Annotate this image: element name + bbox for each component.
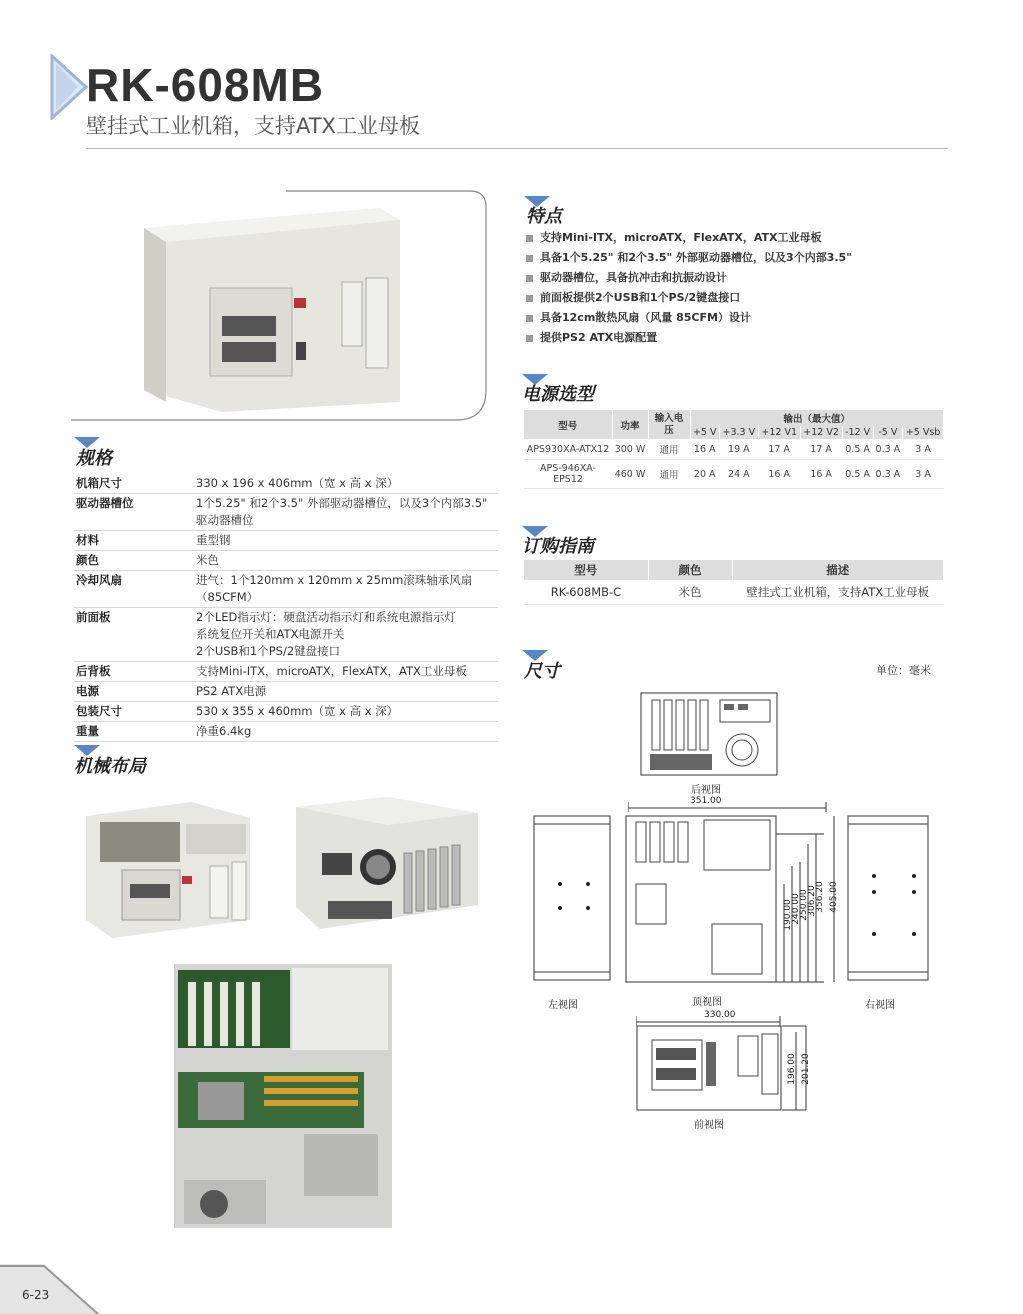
spec-row — [74, 682, 498, 702]
dim-line-351 — [628, 798, 828, 812]
spec-key: 前面板 — [76, 610, 111, 624]
spec-value-line: 米色 — [196, 553, 219, 567]
spec-row — [74, 474, 498, 494]
features-heading: 特点 — [526, 206, 562, 227]
spec-table — [74, 474, 498, 742]
feature-item: 具备1个5.25" 和2个3.5" 外部驱动器槽位，以及3个内部3.5" — [526, 248, 852, 268]
spec-value-line: 330 x 196 x 406mm（宽 x 高 x 深） — [196, 476, 399, 490]
power-rail-header: -12 V — [842, 426, 873, 439]
spec-key: 颜色 — [76, 553, 99, 567]
spec-row — [74, 531, 498, 551]
power-rail-header: -5 V — [873, 426, 903, 439]
order-desc: 壁挂式工业机箱，支持ATX工业母板 — [732, 580, 944, 605]
footer-corner — [0, 1264, 110, 1314]
right-view-label: 右视图 — [865, 1000, 895, 1011]
power-rail-header: +12 V1 — [758, 426, 800, 439]
order-col-desc: 描述 — [732, 560, 944, 580]
header-arrow-icon — [44, 54, 90, 120]
top-view-label: 顶视图 — [692, 997, 722, 1008]
power-cell-value: 3 A — [903, 460, 944, 489]
power-col-watt: 功率 — [612, 410, 648, 439]
spec-value-line: 进气：1个120mm x 120mm x 25mm滚珠轴承风扇（85CFM） — [196, 573, 473, 604]
rear-view-label: 后视图 — [691, 785, 721, 796]
feature-item: 前面板提供2个USB和1个PS/2键盘接口 — [526, 288, 852, 308]
power-cell-value: 17 A — [800, 439, 842, 460]
power-cell-value: 17 A — [758, 439, 800, 460]
spec-value-line: 系统复位开关和ATX电源开关 — [196, 627, 345, 641]
spec-row — [74, 702, 498, 722]
spec-value — [194, 494, 498, 531]
power-cell-value: 0.3 A — [873, 439, 903, 460]
power-cell-watt: 300 W — [612, 439, 648, 460]
page-title: RK-608MB — [86, 59, 325, 111]
power-cell-input: 通用 — [648, 460, 690, 489]
order-col-color: 颜色 — [648, 560, 732, 580]
dim-405: 405.00 — [828, 881, 839, 913]
spec-row — [74, 551, 498, 571]
dim-190: 190.00 — [782, 899, 793, 931]
features-list — [526, 228, 852, 348]
feature-item: 支持Mini-ITX，microATX，FlexATX，ATX工业母板 — [526, 228, 852, 248]
dim-306: 306.20 — [806, 885, 817, 917]
order-col-model: 型号 — [524, 560, 648, 580]
power-cell-model: APS930XA-ATX12 — [524, 439, 612, 460]
spec-value — [194, 682, 498, 702]
spec-value-line: 1个5.25" 和2个3.5" 外部驱动器槽位，以及3个内部3.5" — [196, 496, 488, 510]
power-cell-value: 16 A — [690, 439, 719, 460]
left-view-label: 左视图 — [548, 1000, 578, 1011]
power-rail-header: +5 Vsb — [903, 426, 944, 439]
power-cell-input: 通用 — [648, 439, 690, 460]
order-model: RK-608MB-C — [524, 580, 648, 605]
dim-201: 201.20 — [800, 1053, 811, 1085]
power-cell-value: 24 A — [719, 460, 758, 489]
power-heading: 电源选型 — [522, 384, 594, 405]
dim-250: 250.00 — [798, 889, 809, 921]
dim-196: 196.00 — [786, 1053, 797, 1085]
power-col-output: 输出（最大值） — [690, 410, 944, 426]
spec-value-line: 支持Mini-ITX，microATX，FlexATX，ATX工业母板 — [196, 664, 467, 678]
spec-value — [194, 722, 498, 742]
rear-photo — [292, 797, 482, 937]
spec-value-line: 驱动器槽位 — [196, 513, 254, 527]
spec-value — [194, 551, 498, 571]
power-rail-header: +5 V — [690, 426, 719, 439]
dims-unit: 单位：毫米 — [876, 664, 931, 677]
page-number: 6-23 — [22, 1288, 50, 1302]
order-color: 米色 — [648, 580, 732, 605]
spec-heading: 规格 — [76, 448, 112, 469]
spec-row — [74, 571, 498, 608]
product-photo — [70, 190, 488, 424]
dim-330: 330.00 — [704, 1010, 736, 1020]
dim-240: 240.00 — [790, 893, 801, 925]
front-view-label: 前视图 — [694, 1120, 724, 1131]
feature-item: 具备12cm散热风扇（风量 85CFM）设计 — [526, 308, 852, 328]
spec-value — [194, 474, 498, 494]
power-row — [524, 439, 944, 460]
power-cell-value: 3 A — [903, 439, 944, 460]
spec-value-line: PS2 ATX电源 — [196, 684, 267, 698]
header-divider — [86, 148, 948, 149]
spec-key: 冷却风扇 — [76, 573, 122, 587]
spec-key: 驱动器槽位 — [76, 496, 134, 510]
spec-key: 材料 — [76, 533, 99, 547]
dim-351: 351.00 — [690, 796, 722, 806]
spec-value-line: 净重6.4kg — [196, 724, 252, 738]
spec-value — [194, 571, 498, 608]
spec-value-line: 2个LED指示灯：硬盘活动指示灯和系统电源指示灯 — [196, 610, 456, 624]
spec-value-line: 2个USB和1个PS/2键盘接口 — [196, 644, 341, 658]
dim-356: 356.20 — [814, 881, 825, 913]
spec-row — [74, 722, 498, 742]
spec-value-line: 重型钢 — [196, 533, 231, 547]
spec-row — [74, 494, 498, 531]
power-cell-value: 16 A — [758, 460, 800, 489]
power-rail-header: +3.3 V — [719, 426, 758, 439]
feature-item: 提供PS2 ATX电源配置 — [526, 328, 852, 348]
spec-row — [74, 662, 498, 682]
spec-value — [194, 702, 498, 722]
spec-key: 包装尺寸 — [76, 704, 122, 718]
feature-item: 驱动器槽位，具备抗冲击和抗振动设计 — [526, 268, 852, 288]
power-cell-value: 16 A — [800, 460, 842, 489]
left-view-drawing — [530, 814, 614, 984]
power-cell-model: APS-946XA-EPS12 — [524, 460, 612, 489]
rear-view-drawing — [640, 692, 780, 778]
spec-key: 电源 — [76, 684, 99, 698]
spec-value — [194, 662, 498, 682]
power-col-input: 输入电压 — [648, 410, 690, 439]
spec-value-line: 530 x 355 x 460mm（宽 x 高 x 深） — [196, 704, 399, 718]
power-row — [524, 460, 944, 489]
layout-heading: 机械布局 — [74, 756, 146, 777]
power-cell-value: 20 A — [690, 460, 719, 489]
power-cell-watt: 460 W — [612, 460, 648, 489]
power-cell-value: 0.3 A — [873, 460, 903, 489]
power-rail-header: +12 V2 — [800, 426, 842, 439]
spec-value — [194, 531, 498, 551]
top-internal-photo — [174, 964, 392, 1228]
power-cell-value: 0.5 A — [842, 439, 873, 460]
spec-value — [194, 608, 498, 662]
right-view-drawing — [844, 814, 932, 984]
spec-key: 机箱尺寸 — [76, 476, 122, 490]
spec-row — [74, 608, 498, 662]
power-cell-value: 0.5 A — [842, 460, 873, 489]
spec-key: 重量 — [76, 724, 99, 738]
order-heading: 订购指南 — [522, 536, 594, 557]
order-table — [524, 560, 944, 605]
power-cell-value: 19 A — [719, 439, 758, 460]
internal-photo-1 — [82, 800, 254, 940]
power-table — [524, 410, 944, 489]
page-subtitle: 壁挂式工业机箱，支持ATX工业母板 — [86, 114, 420, 138]
spec-key: 后背板 — [76, 664, 111, 678]
dims-heading: 尺寸 — [524, 661, 560, 682]
power-col-model: 型号 — [524, 410, 612, 439]
